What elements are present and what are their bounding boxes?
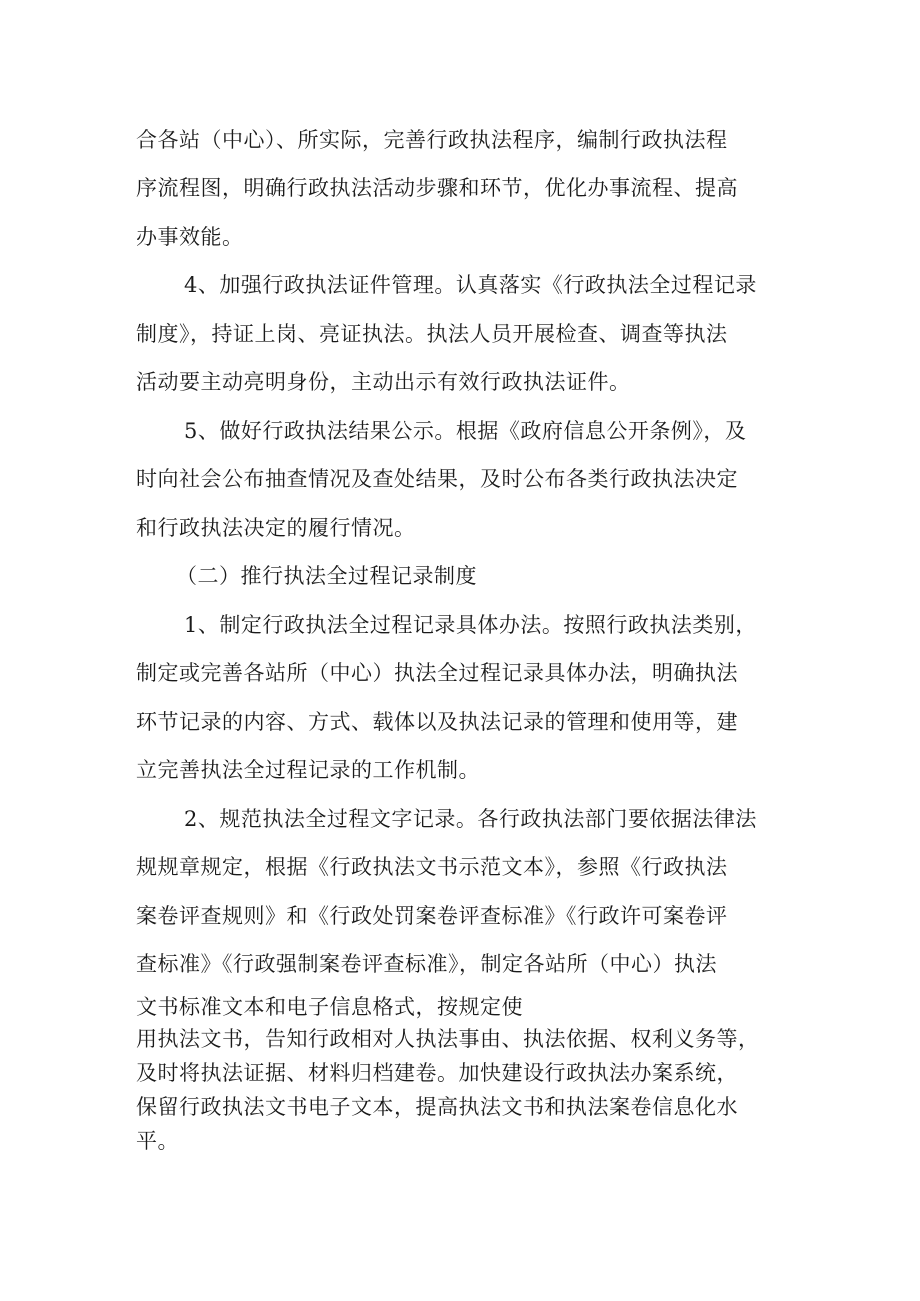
text-line: 序流程图，明确行政执法活动步骤和环节，优化办事流程、提高 <box>136 176 738 200</box>
section-heading: （二）推行执法全过程记录制度 <box>176 564 477 588</box>
text-line: 平。 <box>136 1129 179 1153</box>
text-line: 办事效能。 <box>136 225 244 249</box>
text-line: 环节记录的内容、方式、载体以及执法记录的管理和使用等，建 <box>136 710 738 734</box>
text-line: 活动要主动亮明身份，主动出示有效行政执法证件。 <box>136 370 631 394</box>
text-line: 查标准》《行政强制案卷评查标准》，制定各站所（中心）执法 <box>136 952 717 976</box>
text-line: 用执法文书，告知行政相对人执法事由、执法依据、权利义务等， <box>136 1027 760 1051</box>
text-line: 保留行政执法文书电子文本，提高执法文书和执法案卷信息化水 <box>136 1095 738 1119</box>
text-line: 案卷评查规则》和《行政处罚案卷评查标准》《行政许可案卷评 <box>136 904 728 928</box>
text-line: 规规章规定，根据《行政执法文书示范文本》，参照《行政执法 <box>136 855 728 879</box>
text-line: 文书标准文本和电子信息格式，按规定使 <box>136 995 523 1019</box>
paragraph-4-start: 4、加强行政执法证件管理。认真落实《行政执法全过程记录 <box>184 273 757 297</box>
text-line: 和行政执法决定的履行情况。 <box>136 516 416 540</box>
text-line: 时向社会公布抽查情况及查处结果，及时公布各类行政执法决定 <box>136 467 738 491</box>
paragraph-5-start: 5、做好行政执法结果公示。根据《政府信息公开条例》，及 <box>184 419 747 443</box>
text-line: 制定或完善各站所（中心）执法全过程记录具体办法，明确执法 <box>136 661 738 685</box>
paragraph-2-start: 2、规范执法全过程文字记录。各行政执法部门要依据法律法 <box>184 807 757 831</box>
text-line: 制度》，持证上岗、亮证执法。执法人员开展检查、调查等执法 <box>136 322 728 346</box>
paragraph-1-start: 1、制定行政执法全过程记录具体办法。按照行政执法类别， <box>184 613 757 637</box>
text-line: 合各站（中心）、所实际，完善行政执法程序，编制行政执法程 <box>136 128 728 152</box>
text-line: 及时将执法证据、材料归档建卷。加快建设行政执法办案系统， <box>136 1061 738 1085</box>
text-line: 立完善执法全过程记录的工作机制。 <box>136 758 480 782</box>
